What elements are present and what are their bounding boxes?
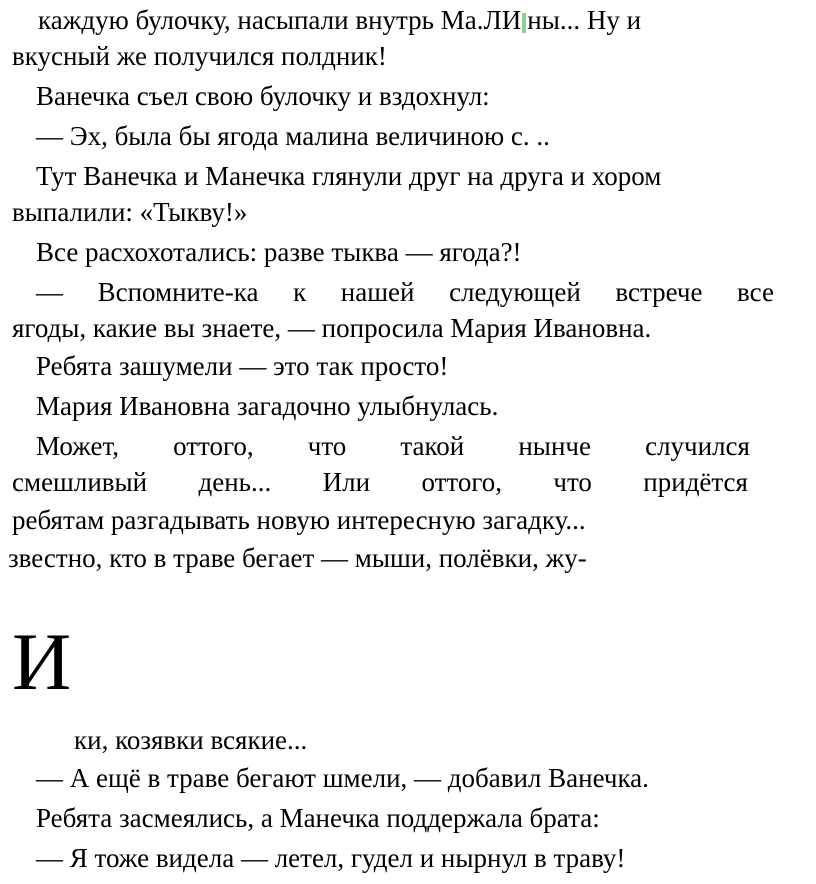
text-line: ребятам разгадывать новую интересную загадку... <box>12 505 586 535</box>
text-line-justified <box>36 430 750 462</box>
text-line-justified <box>36 276 774 308</box>
word: — <box>36 277 63 307</box>
text-line: Ванечка съел свою булочку и вздохнул: <box>36 81 490 111</box>
highlight-marker <box>522 13 526 33</box>
text-line: Ребята засмеялись, а Манечка поддержала брата: <box>36 803 600 833</box>
text-line: Мария Ивановна загадочно улыбнулась. <box>36 391 499 421</box>
word: день... <box>198 467 272 497</box>
text-line: ягоды, какие вы знаете, — попросила Мария Ивановна. <box>12 313 652 343</box>
text-fragment: ны... Ну и <box>527 5 642 35</box>
text-line-justified <box>12 466 748 498</box>
word: Может, <box>36 431 119 461</box>
text-line <box>38 4 641 36</box>
text-line: — Я тоже видела — летел, гудел и нырнул в траву! <box>36 843 626 873</box>
text-line: Ребята зашумели — это так просто! <box>36 351 449 381</box>
word: нашей <box>340 277 415 307</box>
text-line: ки, козявки всякие... <box>74 725 308 755</box>
word: что <box>307 431 347 461</box>
word: Или <box>322 467 371 497</box>
word: случился <box>645 431 750 461</box>
word: все <box>737 277 774 307</box>
text-line: — Эх, была бы ягода малина величиною с. .. <box>36 121 550 151</box>
word: такой <box>400 431 465 461</box>
text-line: Все расхохотались: разве тыква — ягода?! <box>36 237 522 267</box>
text-line: Тут Ванечка и Манечка глянули друг на друга и хором <box>36 161 662 191</box>
word: оттого, <box>173 431 254 461</box>
word: следующей <box>449 277 581 307</box>
text-line: вкусный же получился полдник! <box>12 41 387 71</box>
text-line: звестно, кто в траве бегает — мыши, полёвки, жу- <box>8 543 587 573</box>
text-fragment: каждую булочку, насыпали внутрь Ма.ЛИ <box>38 5 522 35</box>
word: Вспомните-ка <box>97 277 259 307</box>
text-line: выпалили: «Тыкву!» <box>12 197 248 227</box>
word: смешливый <box>12 467 148 497</box>
word: встрече <box>615 277 703 307</box>
word: к <box>293 277 307 307</box>
text-line: — А ещё в траве бегают шмели, — добавил Ванечка. <box>36 763 649 793</box>
word: что <box>553 467 592 497</box>
word: придётся <box>643 467 748 497</box>
drop-cap: И <box>12 616 72 707</box>
word: оттого, <box>421 467 502 497</box>
word: нынче <box>518 431 591 461</box>
